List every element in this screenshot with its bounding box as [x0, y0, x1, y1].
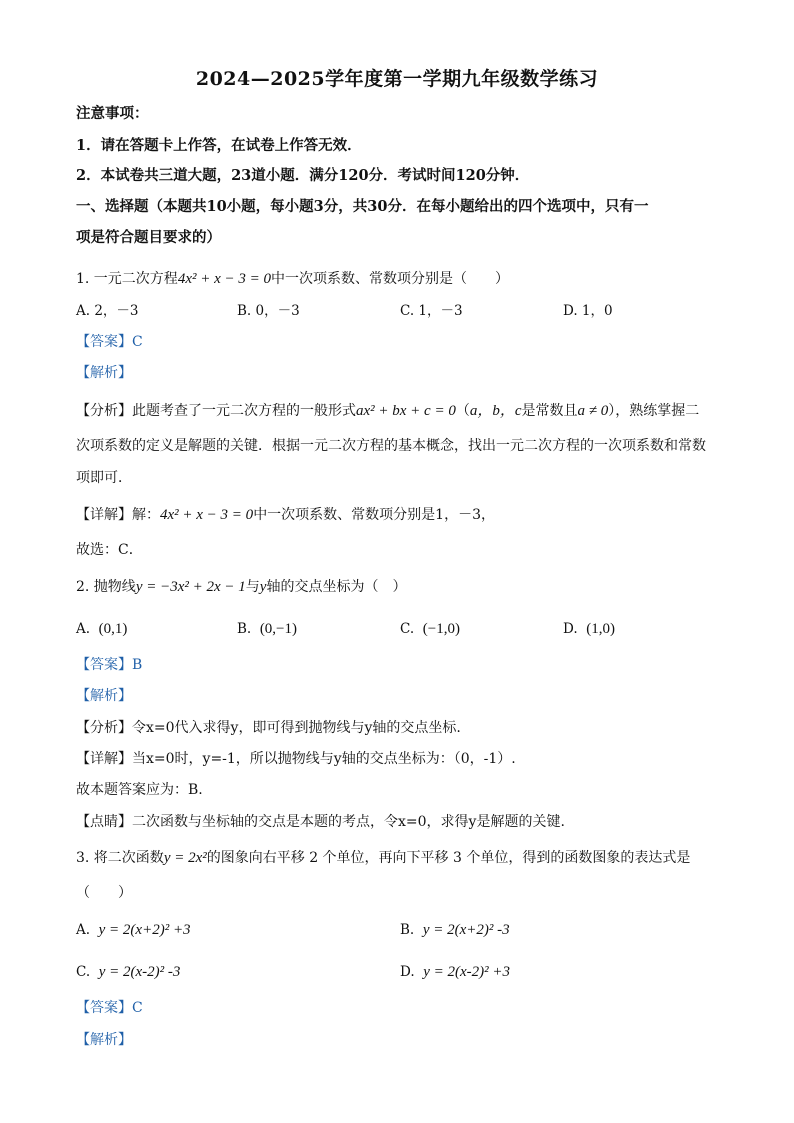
detail-label: 【详解】解： — [76, 507, 160, 523]
question-2-analysis: 【分析】令x=0代入求得y，即可得到抛物线与y轴的交点坐标. — [76, 720, 461, 736]
question-2-option-a — [76, 619, 127, 639]
question-2-prefix: 2. 抛物线 — [76, 579, 136, 595]
analysis-paren: （ — [455, 403, 470, 419]
question-1-option-a: A. 2，－3 — [76, 303, 139, 319]
option-label: B. — [400, 922, 415, 938]
option-value: y = 2(x-2)² -3 — [98, 964, 181, 980]
option-value: y = 2(x-2)² +3 — [423, 964, 511, 980]
question-3-bracket: （ ） — [76, 885, 132, 901]
nonzero-condition: a ≠ 0 — [577, 403, 609, 419]
question-1-equation: 4x² + x − 3 = 0 — [177, 271, 271, 287]
general-form-formula: ax² + bx + c = 0 — [356, 403, 456, 419]
question-3-stem — [76, 848, 690, 868]
option-value: y = 2(x+2)² -3 — [422, 922, 510, 938]
option-label: C. — [400, 621, 415, 637]
option-label: D. — [400, 964, 415, 980]
question-2-option-c — [400, 619, 460, 639]
question-3-suffix: 的图象向右平移 2 个单位，再向下平移 3 个单位，得到的函数图象的表达式是 — [206, 850, 691, 866]
question-1-option-d: D. 1，0 — [563, 303, 613, 319]
question-1-detail — [76, 505, 495, 525]
option-label: D. — [563, 621, 578, 637]
question-1-analysis-line-3: 项即可． — [76, 470, 132, 486]
question-2-stem — [76, 577, 406, 597]
question-3-equation: y = 2x² — [163, 850, 207, 866]
question-2-detail: 【详解】当x=0时，y=-1，所以抛物线与y轴的交点坐标为：（0，-1）. — [76, 751, 516, 767]
question-2-option-b — [237, 619, 297, 639]
notice-item-1: 1．请在答题卡上作答，在试卷上作答无效． — [76, 137, 362, 154]
option-value: y = 2(x+2)² +3 — [98, 922, 191, 938]
analysis-text: 【分析】此题考查了一元二次方程的一般形式 — [76, 403, 356, 419]
section-1-heading-line-2: 项是符合题目要求的） — [76, 229, 221, 246]
option-label: A. — [76, 922, 91, 938]
question-3-option-d — [400, 962, 510, 982]
question-3-option-a — [76, 920, 191, 940]
analysis-text-constant: 是常数且 — [521, 403, 578, 419]
option-value: (−1,0) — [422, 621, 460, 637]
question-1-suffix: 中一次项系数、常数项分别是（ ） — [271, 271, 509, 287]
question-2-var: y — [259, 579, 267, 595]
question-1-option-c: C. 1，－3 — [400, 303, 463, 319]
question-1-analysis-line-2: 次项系数的定义是解题的关键．根据一元二次方程的基本概念，找出一元二次方程的一次项系数和常数 — [76, 438, 706, 454]
question-1-analysis-line-1 — [76, 401, 699, 421]
question-3-answer: 【答案】C — [76, 1000, 143, 1016]
option-label: A. — [76, 621, 91, 637]
option-label: C. — [76, 964, 91, 980]
coefficient-vars: a，b，c — [469, 403, 522, 419]
question-1-analysis-label: 【解析】 — [76, 365, 132, 381]
option-label: B. — [237, 621, 252, 637]
option-value: (1,0) — [586, 621, 615, 637]
notice-heading: 注意事项： — [76, 105, 149, 122]
section-1-heading-line-1: 一、选择题（本题共10小题，每小题3分，共30分．在每小题给出的四个选项中，只有一 — [76, 198, 649, 215]
question-2-equation: y = −3x² + 2x − 1 — [135, 579, 246, 595]
notice-item-2: 2．本试卷共三道大题，23道小题．满分120分．考试时间120分钟． — [76, 167, 530, 184]
question-3-option-b — [400, 920, 510, 940]
question-3-prefix: 3. 将二次函数 — [76, 850, 164, 866]
question-1-stem — [76, 269, 509, 289]
question-1-answer: 【答案】C — [76, 334, 143, 350]
question-1-conclusion: 故选：C． — [76, 542, 143, 558]
question-2-suffix: 轴的交点坐标为（ ） — [266, 579, 407, 595]
question-2-comment: 【点睛】二次函数与坐标轴的交点是本题的考点，令x=0，求得y是解题的关键. — [76, 814, 565, 830]
analysis-text-end: ），熟练掌握二 — [608, 403, 700, 419]
question-1-option-b: B. 0，－3 — [237, 303, 300, 319]
question-2-option-d — [563, 619, 615, 639]
question-2-answer: 【答案】B — [76, 657, 143, 673]
question-3-option-c — [76, 962, 180, 982]
question-3-analysis-label: 【解析】 — [76, 1032, 132, 1048]
question-1-prefix: 1. 一元二次方程 — [76, 271, 178, 287]
option-value: (0,−1) — [259, 621, 298, 637]
detail-text: 中一次项系数、常数项分别是1，－3， — [253, 507, 496, 523]
page-title: 2024—2025学年度第一学期九年级数学练习 — [195, 68, 599, 90]
detail-equation: 4x² + x − 3 = 0 — [160, 507, 254, 523]
question-2-conclusion: 故本题答案应为：B. — [76, 782, 203, 798]
option-value: (0,1) — [98, 621, 128, 637]
question-2-mid: 与 — [245, 579, 260, 595]
question-2-analysis-label: 【解析】 — [76, 688, 132, 704]
